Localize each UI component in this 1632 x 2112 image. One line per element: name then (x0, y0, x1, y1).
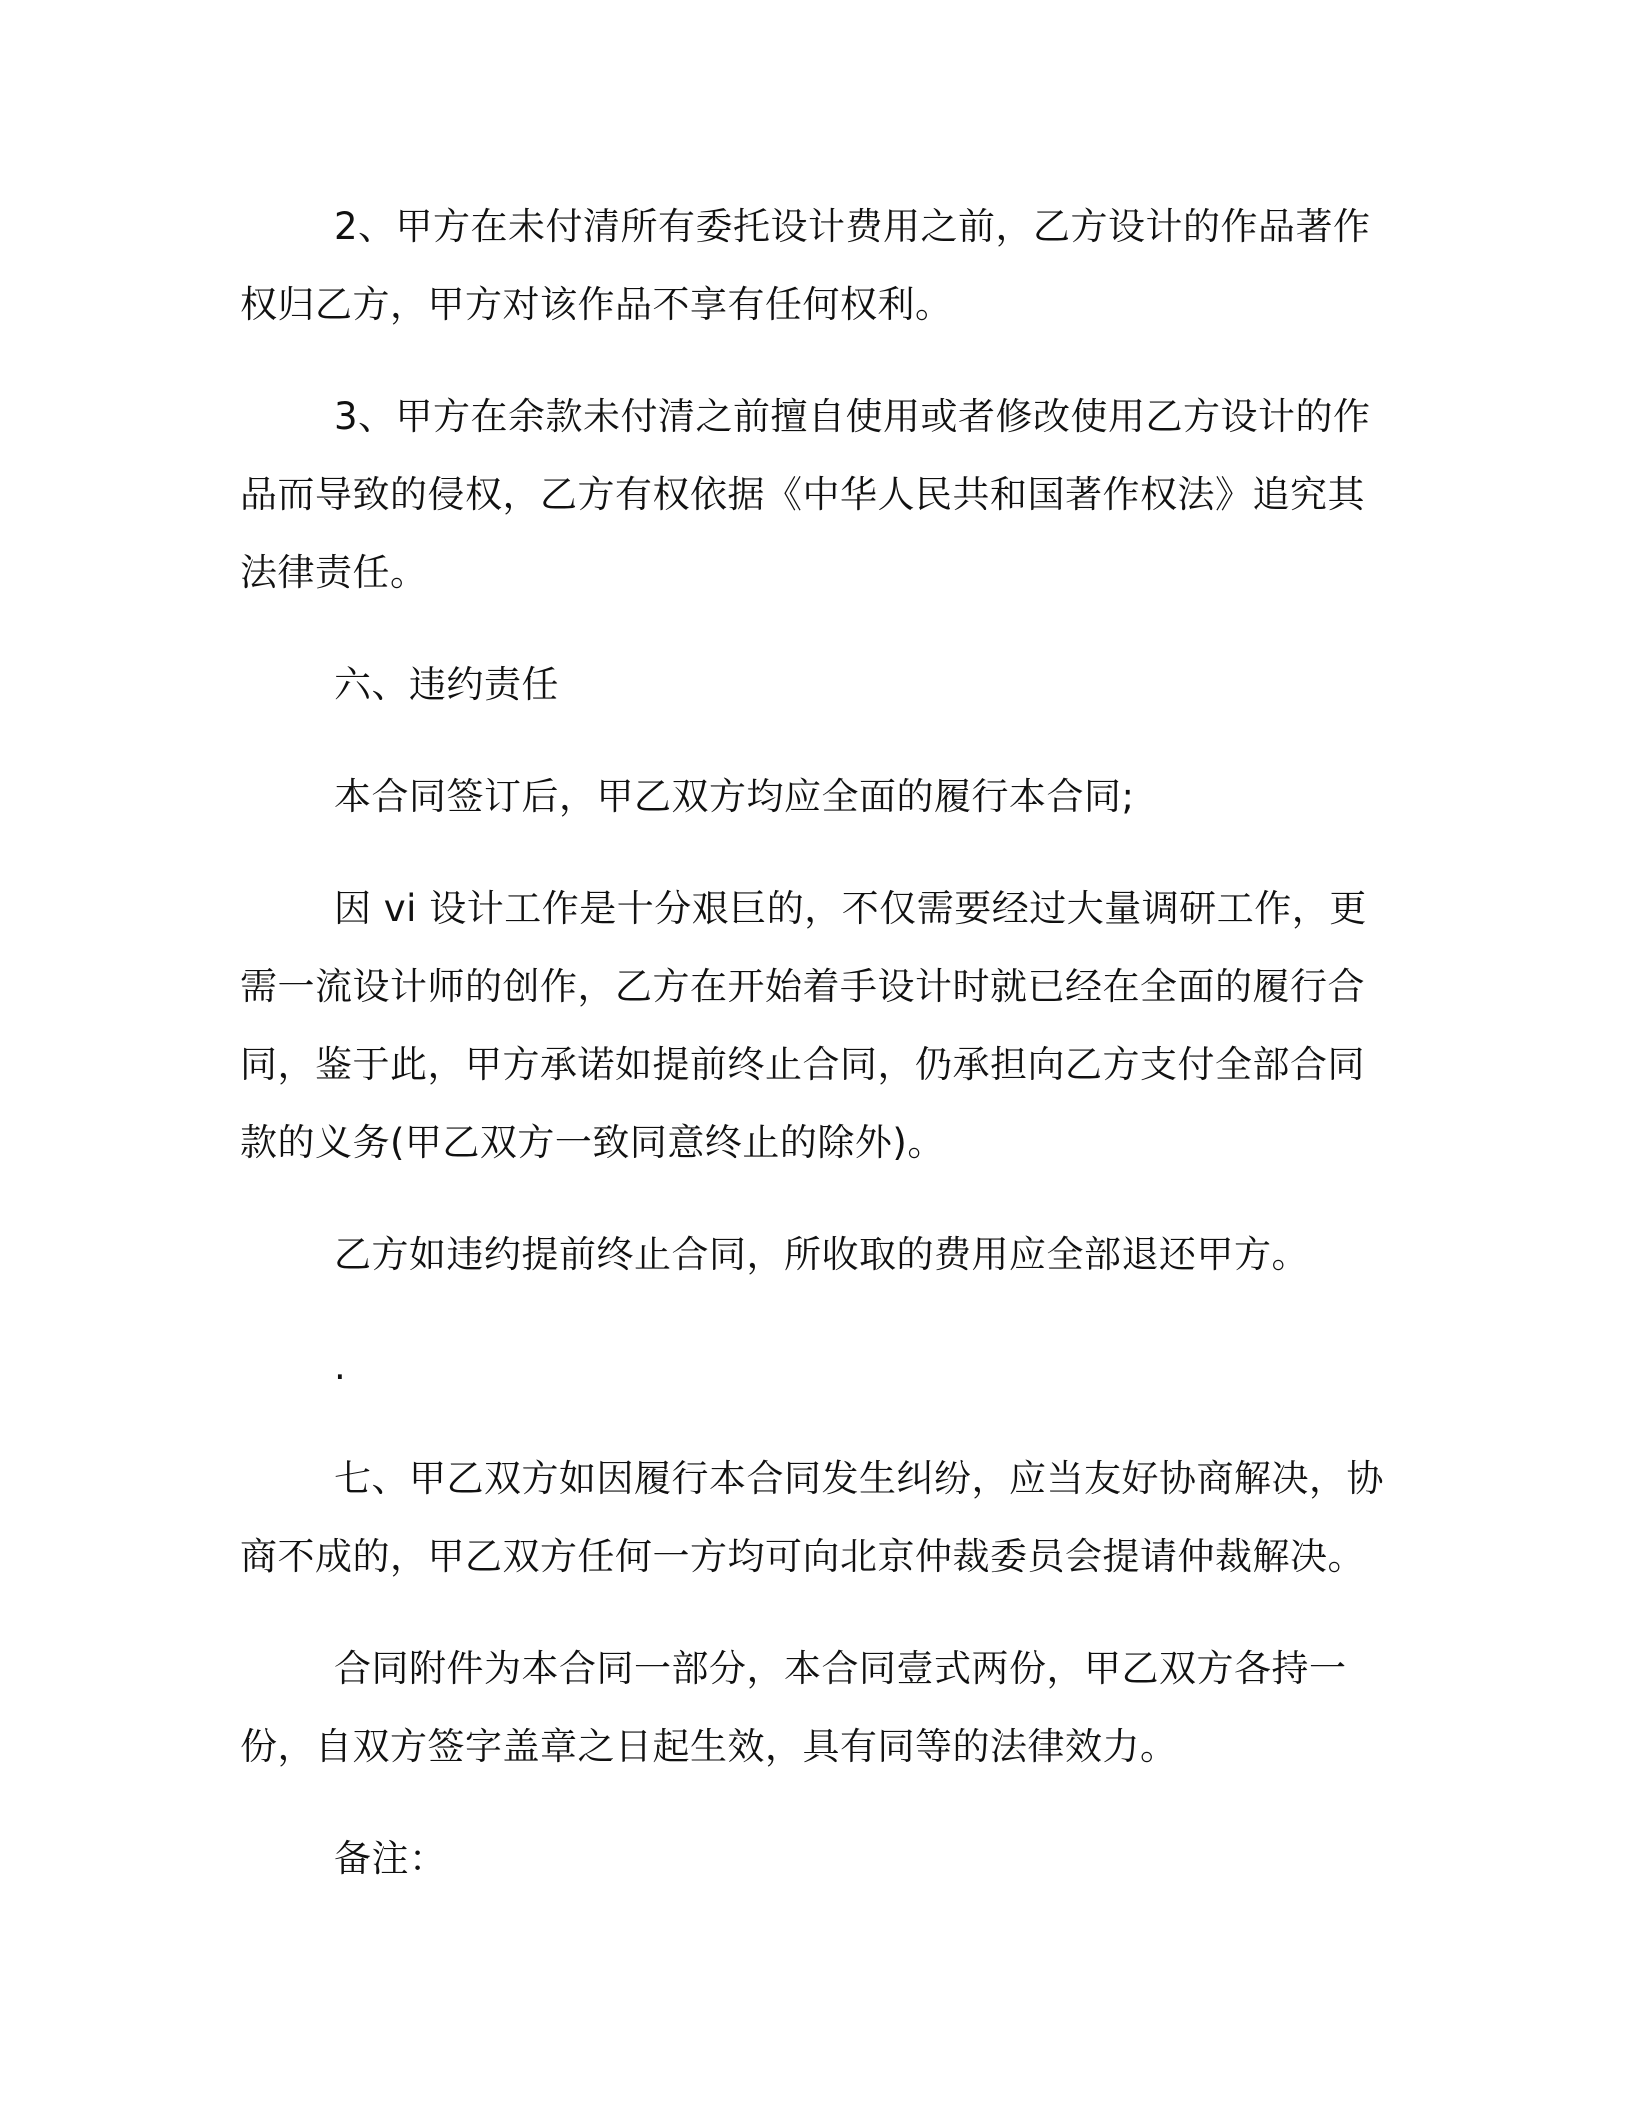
paragraph-vi-design: 因 vi 设计工作是十分艰巨的，不仅需要经过大量调研工作，更需一流设计师的创作，乙方在开始着手设计时就已经在全面的履行合同，鉴于此，甲方承诺如提前终止合同，仍承担向乙方支付全部合同款的义务(甲乙双方一致同意终止的除外)。 (240, 887, 1367, 1164)
section-dispute-resolution: 七、甲乙双方如因履行本合同发生纠纷，应当友好协商解决，协商不成的，甲乙双方任何一方均可向北京仲裁委员会提请仲裁解决。 (240, 1457, 1384, 1578)
document-body (240, 188, 1392, 1932)
remarks-label: 备注： (334, 1837, 447, 1880)
section-heading-breach: 六、违约责任 (334, 663, 559, 706)
clause-2-copyright: 2、甲方在未付清所有委托设计费用之前，乙方设计的作品著作权归乙方，甲方对该作品不享有任何权利。 (240, 205, 1371, 326)
paragraph-refund: 乙方如违约提前终止合同，所收取的费用应全部退还甲方。 (334, 1233, 1309, 1276)
clause-3-infringement: 3、甲方在余款未付清之前擅自使用或者修改使用乙方设计的作品而导致的侵权，乙方有权依据《中华人民共和国著作权法》追究其法律责任。 (240, 395, 1371, 594)
paragraph-performance: 本合同签订后，甲乙双方均应全面的履行本合同; (334, 775, 1135, 818)
paragraph-attachments: 合同附件为本合同一部分，本合同壹式两份，甲乙双方各持一份，自双方签字盖章之日起生效，具有同等的法律效力。 (240, 1647, 1347, 1768)
separator-dot: . (334, 1345, 347, 1388)
